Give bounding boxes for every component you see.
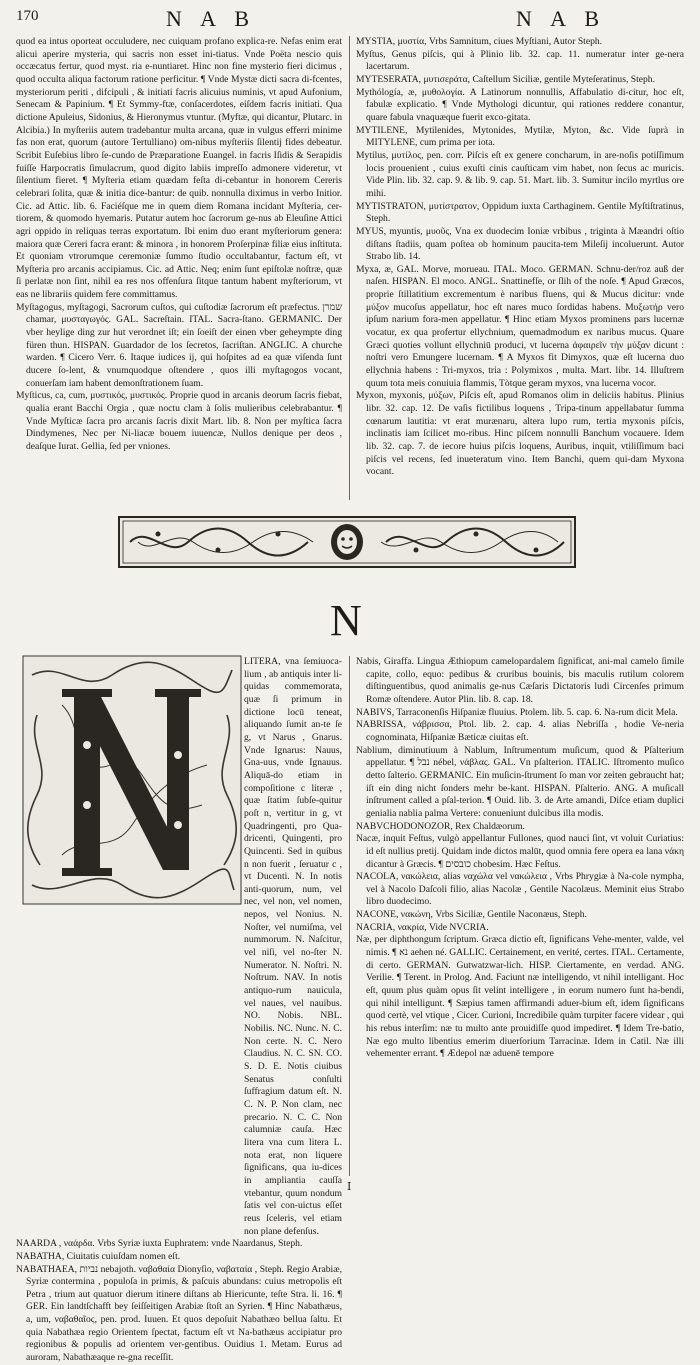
entry: Myſtus, Genus piſcis, qui à Plinio lib. 32. cap. 11. numeratur inter ge-nera lacertarum. <box>356 48 684 73</box>
entry: NABRISSA, νάβρισσα, Ptol. lib. 2. cap. 4. alias Nebriſſa , hodie Ve-neria cognominata, Hiſpaniæ Bæticæ ciuitas eſt. <box>356 719 684 743</box>
entry: MYUS, myuntis, μυοῦς, Vna ex duodecim Ioniæ vrbibus , triginta à Mæandri oſtio diſtans ſtadiis, quam poſtea ob hominum paucita-tem Mileſij incoluerunt. Autor Strabo lib. 14. <box>356 225 684 263</box>
upper-right-column <box>356 36 684 500</box>
entry: NABVCHODONOZOR, Rex Chaldæorum. <box>356 820 525 832</box>
column-divider <box>349 656 350 1176</box>
entry: Næ, per diphthongum ſcriptum. Græca dictio eſt, ſignificans Vehe-menter, valde, vel nimis. ¶ נא aehen né. GALLIC. Certainement, en verité, certes. ITAL. Certamente, di certo. GERMAN. Gutwatzwar-lich. HISP. Ciertamente, en verdad. ANG. Verilie. ¶ Terent. in Prolog. And. Faciunt næ intelligendo, vt nihil intelligant. Hoc eſt, quum plus quàm opus ſit velint intelligere , in eorum numero ſunt ha-bendi, qui nihil intelligunt. ¶ Sæpius tamen affirmandi aduer-bium eſt, idem ſignificans quod certè, vel vtique , Cicer. Curioni, Incredibile quàm turpiter facere videar , qui his rebus interſim: næ tu multo ante prouidiſſe quod impediret. ¶ Idem Tre-batio, Næ ego multo libentius emerim diuerſorium Tarracinæ. Idem in Catil. Næ illi vehementer errant. ¶ Ædepol næ aduenē tempore <box>356 934 684 1060</box>
signature-mark: I <box>347 1180 352 1193</box>
entry-naarda: NAARDA , ναάρδα. Vrbs Syriæ iuxta Euphratem: vnde Naardanus, Steph. <box>16 1238 303 1250</box>
entry: Mytilus, μυτίλος, pen. corr. Piſcis eſt ex genere concharum, in are-noſis potiſſimum locis prouenient , cuius exuſti cinis cauſticam vim habet, non ſecus ac muricis. Vide Plin. lib. 32. cap. 9. & lib. 9. cap. 51. Mart. lib. 3. Sumitur incilo myrtlus ore mihi. <box>356 149 684 199</box>
entry-litera: LITERA, vna ſemiuoca-lium , ab antiquis inter li-quidas commemorata, quæ ſi primum in dictione locū teneat, aliquando ſumit an-te ſe g, vt Narus , Gnarus. Vnde Ignarus: Nauus, Gna-uus, vnde Ignauus. Aliquā-do etiam in compoſitione c literæ , quæ ſtatim ſubſe-quitur poſt n, vertitur in g, vt Quadringenti, pro Qua-dricenti, Quingenti, pro Quincenti. Sed in quibus n non fuerit , ſeruatur c , vt Ducenti. N. In notis anti-quorum, num, vel nec, vel non, vel nomen, nepos, vel Nonius. N. Noſter, vel numiſma, vel nummorum. N. Naſcitur, vel niſi, vel no-ſter N. Numerator. N. Noſtri. N. Noſtrum. NAV. In notis antiquo-rum nauicula, vel naues, vel nauibus. NO. Nobis. NBL. Nobilis. NC. Nunc. N. C. Non certe. N. C. Nero Claudius. N. C. SN. CO. S. D. E. Notis ciuibus Senatus conſulti ſuffragium datum eſt. N. C. N. P. Non clam, nec precario. N. C. C. Non calumniæ cauſa. Hæc litera vna cum litera L. nota erat, non liquere ſignificans, qua iu-dices in ampliantia cauſſa vtebantur, quum nondum ſatis vel con-uictus eſſet reus ſceleris, vel etiam non plane defenſus. <box>244 656 342 1237</box>
lower-left-column <box>16 656 342 1364</box>
entry: MYTISTRATON, μυτίστρατον, Oppidum iuxta Carthaginem. Gentile Myſtiſtratinus, Steph. <box>356 200 684 225</box>
section-letter-heading: N <box>330 596 362 645</box>
entry: Nablium, diminutiuum à Nablum, Inſtrumentum muſicum, quod & Pſalterium appellatur. ¶ נבל nébel, νάβλας. GAL. Vn pſalterion. ITALIC. Iſtromento muſico detto ſalterio. GERMANIC. Ein muſicin-ſtrument ſo man vor zeiten gebraucht hat; iſt ein ding nicht ſonders mehr be-kant. HISPAN. Pſalterio. ANG. A muſicall inſtrument called a pſal-terion. ¶ Ouid. lib. 3. de Arte amandi, Diſce etiam duplici genialia nablia palma Vertere: conueniunt dulcibus illa modis. <box>356 744 684 819</box>
entry: NABIVS, Tarraconenſis Hiſpaniæ fluuius. Ptolem. lib. 5. cap. 6. Na-rum dicit Mela. <box>356 706 678 718</box>
running-head-right: N A B <box>516 6 607 31</box>
ornament-band <box>118 516 576 568</box>
entry: MYSTIA, μυστία, Vrbs Samnitum, ciues Myſtiani, Autor Steph. <box>356 36 603 47</box>
paragraph: quod ea intus oporteat occuludere, nec cuiquam profano explica-re. Nefas enim erat alicui aperire mysteria, qui sacris non esset ini-tiatus. Vnde Poëta nescio quis occæcatus fertur, quod myst. ria e-nuntiaret. Hinc non fine mysterio fieri dicimus , quod occulta aliqua factorum ratione perficitur. ¶ Vnde Mystæ dicti sacra di-fcentes, mysteriorum periti , difcipuli , & initiati facris alicuius numinis, vt apud Aufonium, Senecam & Papinium. ¶ Et Symmy-ftæ, conſacerdotes, eiſdem facris initiati. Qua dictione Apuleius, Sidonius, & Hieronymus vtuntur. (Myftæ, qui dicantur, Plutarc. in Alcibia.) In myſteriis autem tradebantur multa arcana, quæ in vulgus efferri minime fas non erat, quorum (autore Tertulliano) om-nibus myſteriis ſilentij fides debeatur. Scribit Euſebius libro ſe-cundo de Præparatione Euangel. in facris Iſidis & Serapidis fuiſſe Harpocratis ſimulacrum, quod digito labiis impreſſo admonere videretur, vt ſilentium fieret. ¶ Myſteria etiam quædam feſta di-cebantur in honorem Cereris celebrari ſolita, quæ & initia dice-bantur: de quib. nonnulla diximus in verbo Initior. Cic. ad Attic. lib. 6. Faciéſque me in quem diem Romana incidant Myſteria, cer-tiorem, & quomodo hyemaris. Putatur autem hoc ſacrorum ge-nus ab Eleuſine Attici agri oppido in reliquas terras exportatum. Ibi enim duo erant myſteriorum genera: maiora quæ Cereri facra erant: & minora , in honorem Proſerpinæ filiæ eius inſtituta. Et quoniam vtrorumque ceremoniæ ſummo ſtudio occultabantur, factum eſt, vt Myſteria pro arcanis accipiamus. Cic. ad Attic. Neq; enim ſunt epiſtolæ noſtræ, quæ ſi perlatæ non ſint, nihil ea res nos offenſura ſitque tantum habent myſteriorum, vt eas ne librariis quidem fere committamus. <box>16 36 342 301</box>
entry: Mythólogía, æ, μυθολογία. A Latinorum nonnullis, Affabulatio di-citur, hoc eſt, fabulæ explicatio. ¶ Vnde Mythologi dicuntur, qui rationes reddere conantur, quare fabula vnaquæque fuerit exco-gitata. <box>356 86 684 123</box>
lower-right-column <box>356 656 684 1176</box>
column-divider <box>349 36 350 500</box>
entry: NACONE, νακώνη, Vrbs Siciliæ, Gentile Naconæus, Steph. <box>356 909 587 921</box>
entry-mystagogus: Myſtagogus, myſtagogi, Sacrorum cuſtos, qui cuſtodiæ ſacrorum eſt præfectus. שמרן chamar, μυσταγωγός. GAL. Sacreſtain. ITAL. Sacra-ſtano. GERMANIC. Der vber heylige ding zur hut verordnet iſt; ein ſoeiſt der einen vber geheympte ding füren thun. HISPAN. Guardador de los ſecretos, ſacriſtan. ANGLIC. A churche warden. ¶ Cicero Verr. 6. Itaque iudices ij, qui hoſpites ad ea quæ viſenda ſunt ducere ſo-lent, & vnumquodque oſtendere , quos illi myſtagogos vocant, conuerſam iam habent demonſtrationem ſuam. <box>16 301 342 389</box>
entry-nabathaea: NABATHAEA, נביות nebajoth. ναβαθαία Dionyſio, ναβαταία , Steph. Regio Arabiæ, Syriæ contermina , populoſa in primis, & paſcuis abundans: cuius metropolis eſt Petra , trium aut quatuor dierum itinere diſtans ab Hiericunte, teſte Stra. li. 16. ¶ GER. Ein landtſchafft bey ſeiſſeitigen Arabiæ ſtoſt an Syrien. ¶ Hinc Nabathæus, a, um, ναβαθαῖος, pen. prod. Iuuen. Et quos depoſuit Nabathæo bellua ſaltu. Et quia Nabathæa regio Orientem ſpectat, factum eſt vt Na-bathæus accipiatur pro regionibus & populis ad orientem ver-gentibus. Ouidius 1. Metam. Eurus ad auroram, Nabathæaque re-gna receſſit. <box>16 1263 342 1364</box>
entry: Nabis, Giraffa. Lingua Æthiopum camelopardalem ſignificat, ani-mal camelo ſimile capite, collo, equo: pedibus & cruribus bouinis, bis maculis rutilum colorem diſtinguentibus, quod animalis ge-nus Cæſaris Dictatoris ludi Circenſes primum Romæ oſtendere. Autor Plin. lib. 8. cap. 18. <box>356 656 684 705</box>
entry: MYTILENE, Mytilenides, Mytonides, Mytilæ, Myton, &c. Vide ſuprà in MITYLENE, cum prima per iota. <box>356 124 684 149</box>
entry: Myxa, æ, GAL. Morve, morueau. ITAL. Moco. GERMAN. Schnu-der/roz auß der naſen. HISPAN. El moco. ANGL. Snattinefſe, or ſlih of the noſe. ¶ Apud Græcos, proprie ſtillatitium excrementum è naribus fluens, qui & Mucus dicitur: vnde μύξον mucoſus appellatur, hoc eſt nares muco ſordidas habens. Μυξωτήρ vero ipſum narium fora-men appellatur. ¶ Hinc etiam Myxos prominens pars lucernæ vocatur, ex qua profertur ellychnium, quemadmodum ex naribus mucus. Quare Græci quoties vollunt ellychniū produci, vt lucerna ἀφαιρεῖν τὴν μύξαν dicunt : noſtri vero Emungere lucernam. ¶ A Myxos fit Dimyxos, quæ eſt lucerna duo ellychnia habens : Tri-myxos, tria : Polymixos , multa. Mart. libr. 14. Illuſtrem quum tota meis conuiuia flammis, Tòtque geram myxos, vna lucerna vocor. <box>356 263 684 389</box>
entry: NACRIA, νακρία, Vide NVCRIA. <box>356 921 489 933</box>
entry-mysticus: Myſticus, ca, cum, μυστικός, μυστικός. Proprie quod in arcanis deorum ſacris fiebat, qualia erant Bacchi Orgia , quæ noctu clam à ſolis mulieribus celebrabantur. ¶ Vnde Myſticæ ſacra pro arcanis ſacris dixit Mart. lib. 8. Non per myſtica ſacra Dindymenes, Nec per Ni-liacæ bouem iuuencæ, Nullos denique per deos , deaſque Iurat. Gellia, ſed per vniones. <box>16 390 342 452</box>
entry-nabatha: NABATHA, Ciuitatis cuiuſdam nomen eſt. <box>16 1250 181 1262</box>
entry: NACOLA, νακώλεια, alias ναχώλα vel νακώλεια , Vrbs Phrygiæ à Na-cole nympha, vel à Nacolo Daſcoli filio, alias Nacolæ , Gentile Nacolæus. Meminit eius Strabo libro duodecimo. <box>356 871 684 908</box>
entry: Nacæ, inquit Feſtus, vulgò appellantur Fullones, quod nauci ſint, vt voluit Curiatius: id eſt nullius pretij. Quidam inde dictos malūt, quod omnia fere opera ea lana νάκη dicantur à Græcis. ¶ כובסים chobesim. Hæc Feſtus. <box>356 833 684 870</box>
entry: Myxon, myxonis, μύξων, Piſcis eſt, apud Romanos olim in deliciis habitus. Plinius libr. 32. cap. 12. De vaſis fictilibus loquens , Tripa-tinum appellabatur ſumma cœnarum lautitia: vt erat murænaru, altera lupo rum, tertia myxonis piſcis, inclinatis iam ſcilicet mo-ribus. Hinc piſcem nonnulli Banchum vocauere. Idem lib. 32. cap. 7. de iecore huius piſcis loquens, Auribus, inquit, vtiliſſimum baci piſcis vel recens, ſed inueteratum vino. Item Banchi, quem qui-dam Myxona vocant. <box>356 390 684 478</box>
running-head-left: N A B <box>166 6 257 31</box>
upper-left-column <box>16 36 342 500</box>
entry: MYTESERATA, μυτισεράτα, Caſtellum Siciliæ, gentile Myteſeratinus, Steph. <box>356 73 656 85</box>
page-number: 170 <box>16 8 39 24</box>
page-header <box>16 6 684 32</box>
